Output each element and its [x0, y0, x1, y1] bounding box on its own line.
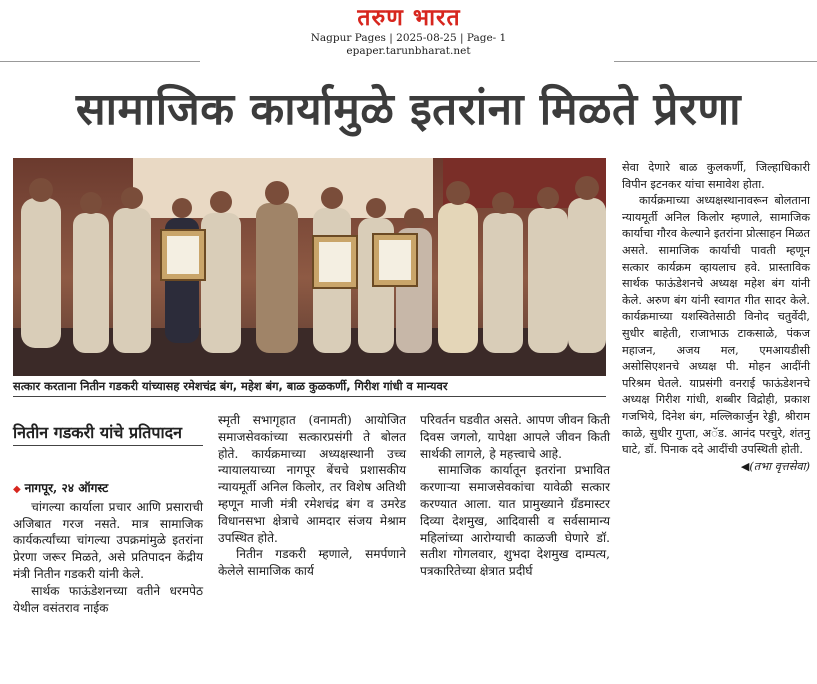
diamond-bullet-icon: ◆: [13, 484, 21, 495]
edition-line: Nagpur Pages | 2025-08-25 | Page- 1: [310, 32, 507, 44]
article-column-2: [218, 412, 406, 580]
column-3-paragraph-2: सामाजिक कार्यातून इतरांना प्रभावित करणाऱ्या समाजसेवकांचा यावेळी सत्कार करण्यात आला. यात प्रामुख्याने ग्रँडमास्टर दिव्या देशमुख, आदिवासी व सर्वसामान्य महिलांच्या आरोग्याची काळजी घेणारे डॉ. सतीश गोगलवार, शुभदा देशमुख दाम्पत्य, पत्रकारितेच्या क्षेत्रात प्रदीर्घ: [420, 463, 610, 579]
column-2-paragraph-2: नितीन गडकरी म्हणाले, समर्पणाने केलेले सामाजिक कार्य: [218, 547, 406, 579]
article-headline: सामाजिक कार्यामुळे इतरांना मिळते प्रेरणा: [75, 84, 742, 135]
column-3-paragraph-1: परिवर्तन घडवीत असते. आपण जीवन किती दिवस जगलो, यापेक्षा आपले जीवन किती सार्थकी लागले, हे महत्त्वाचे आहे.: [420, 413, 610, 461]
column-1-paragraph-1: चांगल्या कार्याला प्रचार आणि प्रसाराची अजिबात गरज नसते. मात्र सामाजिक कार्यकर्त्यांच्या चांगल्या उपक्रमांमुळे इतरांना प्रेरणा जरूर मिळते, असे प्रतिपादन केंद्रीय मंत्री नितीन गडकरी यांनी केले.: [13, 499, 203, 581]
article-subhead: नितीन गडकरी यांचे प्रतिपादन: [13, 421, 203, 446]
masthead-rule-right: [614, 61, 817, 62]
newspaper-logo[interactable]: [309, 4, 509, 32]
credit-line: [622, 459, 810, 476]
column-4-paragraph-1: सेवा देणारे बाळ कुलकर्णी, जिल्हाधिकारी विपीन इटनकर यांचा समावेश होता.: [622, 161, 810, 191]
masthead: [0, 0, 817, 62]
site-url[interactable]: epaper.tarunbharat.net: [346, 45, 471, 57]
event-photo: [13, 158, 606, 376]
column-4-paragraph-2: कार्यक्रमाच्या अध्यक्षस्थानावरून बोलताना न्यायमूर्ती अनिल किलोर म्हणाले, सामाजिक कार्याचा गौरव केल्याने इतरांना प्रोत्साहन मिळत असते. सामाजिक कार्याची पावती म्हणून सत्कार कार्यक्रम व्हायलाच हवे. प्रास्ताविक सार्थक फाऊंडेशनचे अध्यक्ष महेश बंग यांनी केले. अरुण बंग यांनी स्वागत गीत सादर केले. कार्यक्रमाच्या यशस्वितेसाठी विनोद चतुर्वेदी, सुधीर बाहेती, राजाभाऊ टाकसाळे, पंकज महाजन, अजय मल, एमआयडीसी असोसिएशनचे अध्यक्ष पी. मोहन आदींनी परिश्रम घेतले. याप्रसंगी वनराई फाऊंडेशनचे अध्यक्ष गिरीश गांधी, शब्बीर विद्रोही, प्रकाश गजभिये, दिनेश बंग, मल्लिकार्जुन रेड्डी, श्रीराम काळे, सुधीर गुप्ता, अॅड. आनंद परचुरे, शंतनु घाटे, डॉ. पिनाक ददे आदींची उपस्थिती होती.: [622, 194, 810, 457]
news-service-credit: (तभा वृत्तसेवा): [749, 459, 810, 473]
left-arrow-icon: ◀: [740, 459, 750, 473]
masthead-rule-left: [0, 61, 200, 62]
felicitation-photo-illustration: [13, 158, 606, 376]
article-column-4: [622, 160, 810, 475]
article-column-3: [420, 412, 610, 580]
edition-meta: [250, 32, 567, 58]
article-column-1: [13, 480, 203, 616]
column-2-paragraph-1: स्मृती सभागृहात (वनामती) आयोजित समाजसेवकांच्या सत्कारप्रसंगी ते बोलत होते. कार्यक्रमाच्या अध्यक्षस्थानी उच्च न्यायालयाच्या नागपूर बेंचचे प्रशासकीय न्यायमूर्ती अनिल किलोर, तर विशेष अतिथी म्हणून माजी मंत्री रमेशचंद्र बंग व उमरेड विधानसभा क्षेत्राचे आमदार संजय मेश्राम उपस्थित होते.: [218, 413, 406, 545]
dateline: नागपूर, २४ ऑगस्ट: [24, 481, 109, 495]
column-1-paragraph-2: सार्थक फाऊंडेशनच्या वतीने धरमपेठ येथील वसंतराव नाईक: [13, 583, 203, 615]
photo-caption: सत्कार करताना नितीन गडकरी यांच्यासह रमेशचंद्र बंग, महेश बंग, बाळ कुळकर्णी, गिरीश गांधी व मान्यवर: [13, 379, 606, 397]
dateline-paragraph: [13, 480, 203, 499]
logo-text: तरुण भारत: [357, 4, 461, 31]
